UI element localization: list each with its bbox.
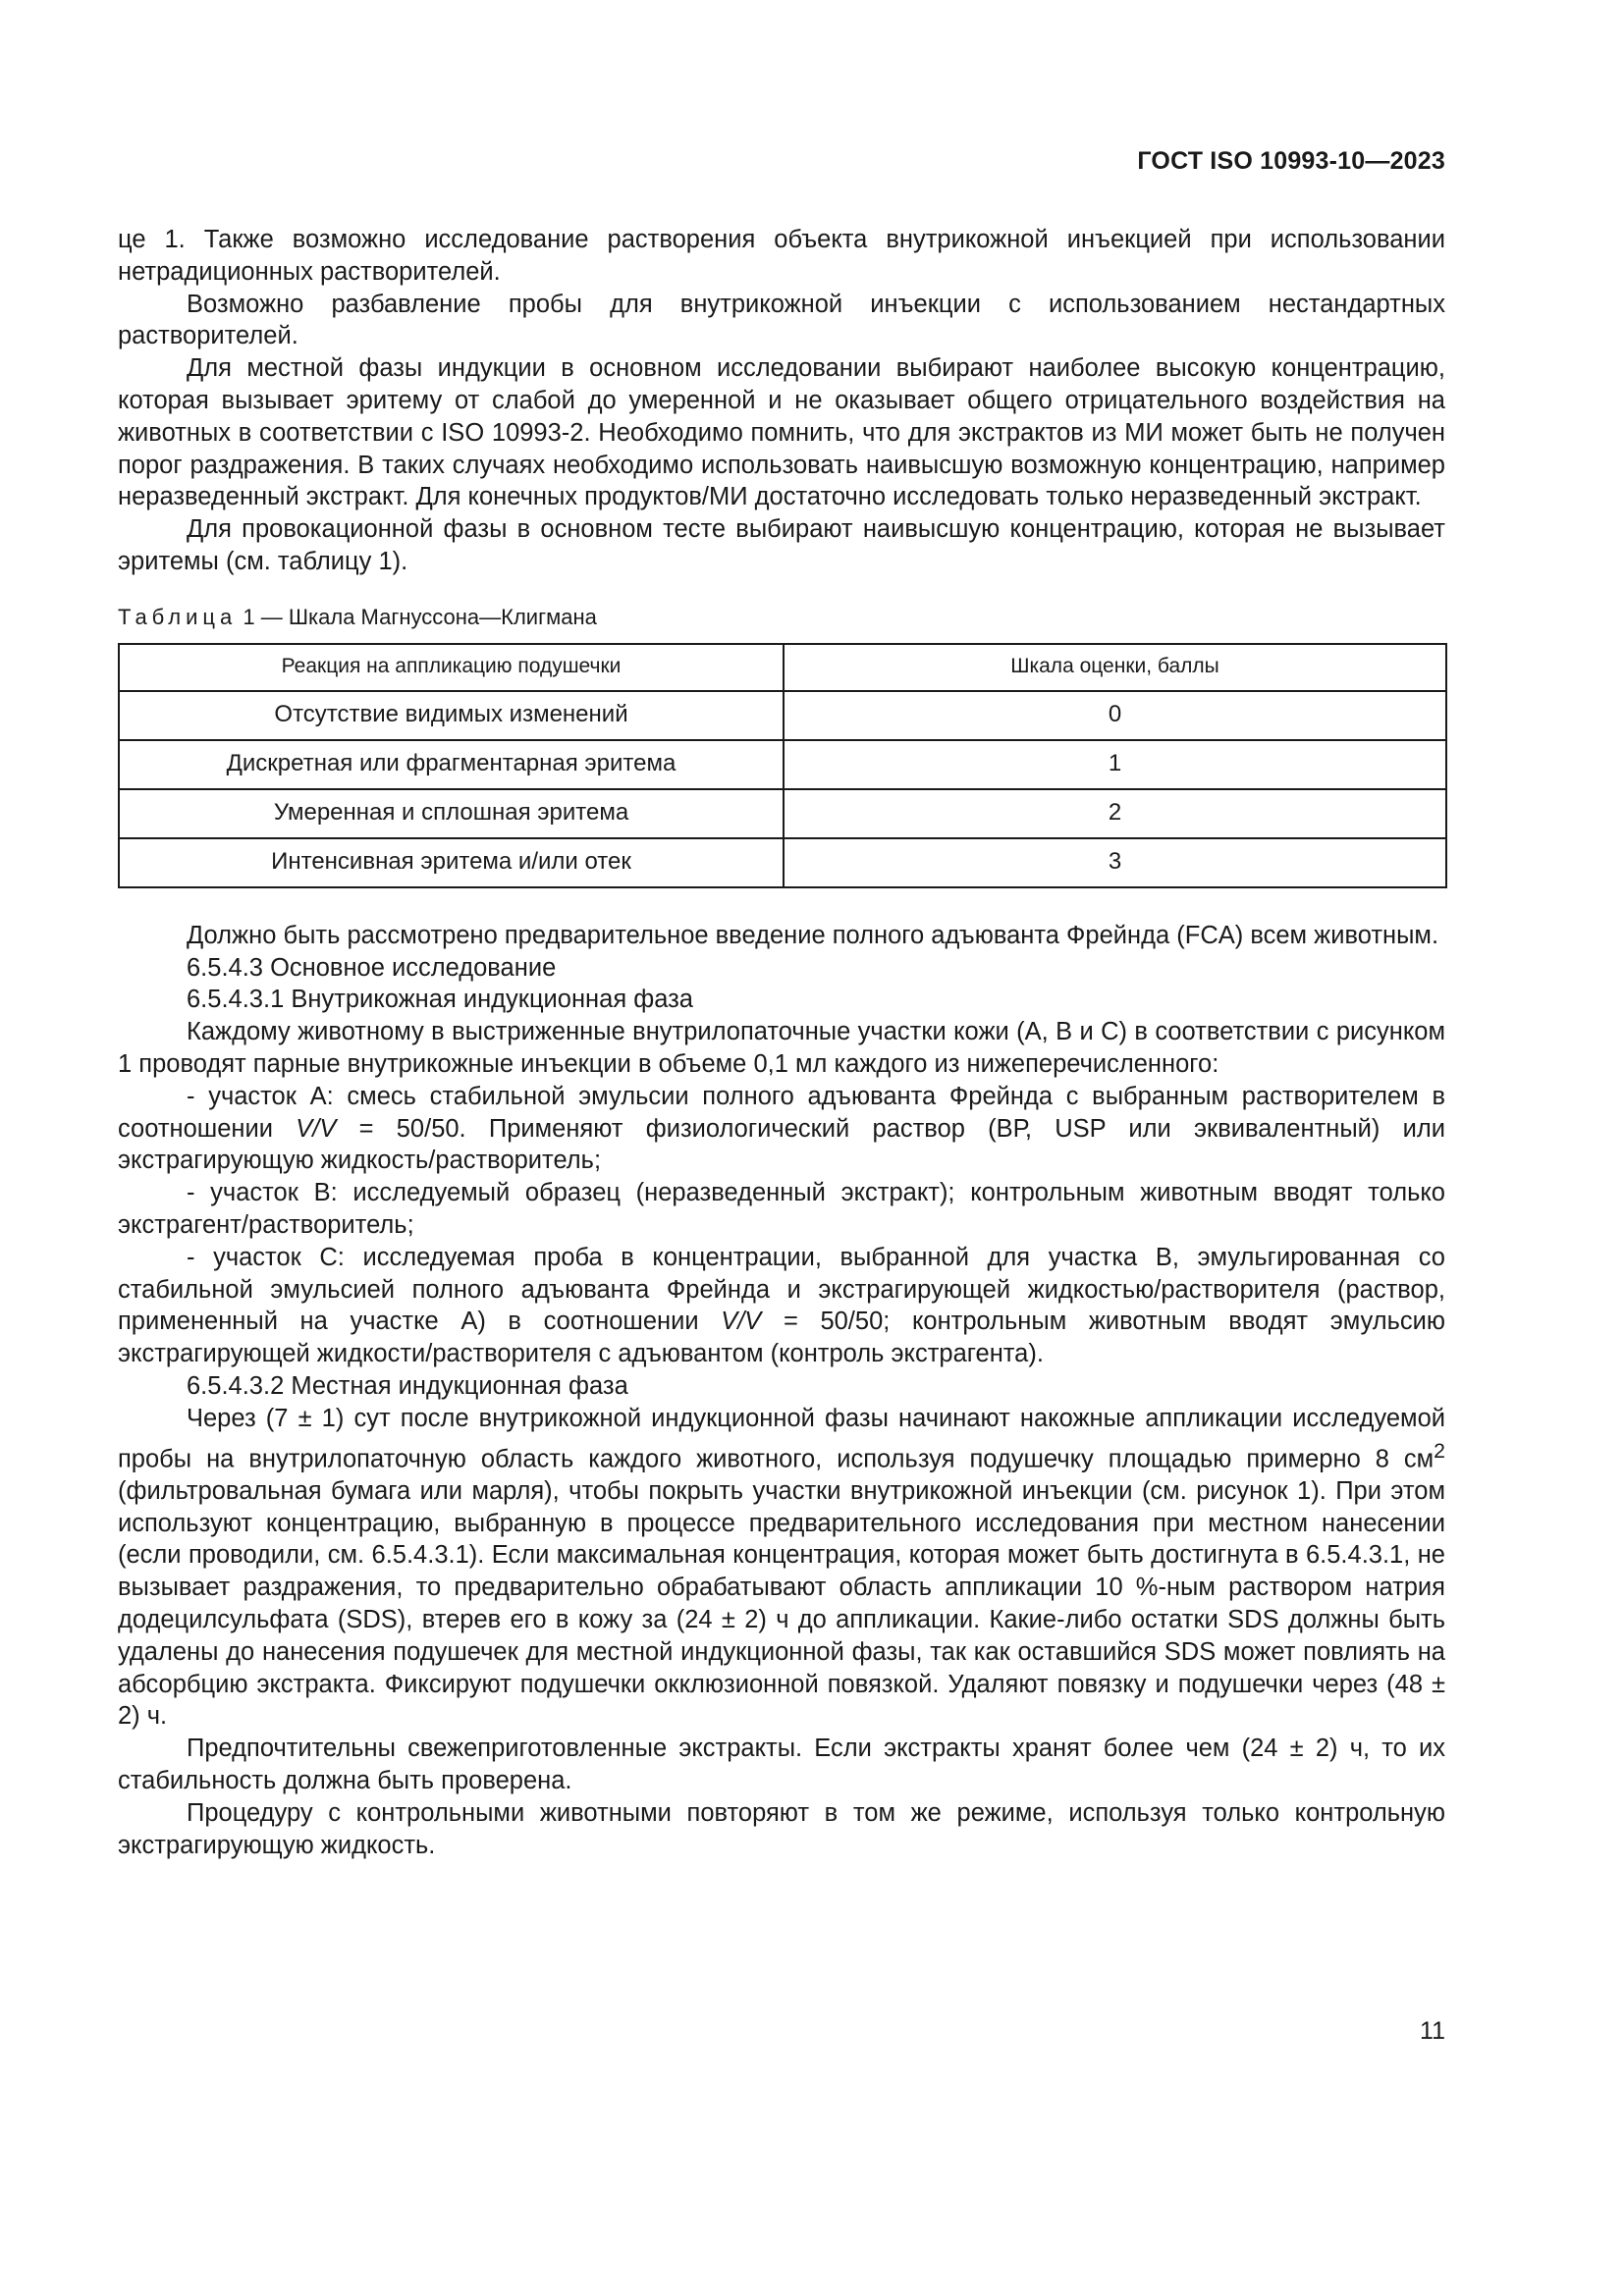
reaction-cell: Умеренная и сплошная эритема (119, 789, 784, 838)
score-cell: 2 (784, 789, 1446, 838)
list-item-text: - участок С: исследуемая проба в концентрации, выбранной для участка В, эмульгированная со стабильной эмульсией полного адъюванта Фрейнда и экстрагирующей жидкостью/растворителя (раствор, примененный на участке А) в соотношении (118, 1243, 1445, 1336)
column-header-reaction: Реакция на аппликацию подушечки (119, 644, 784, 691)
subsection-heading: 6.5.4.3.2 Местная индукционная фаза (187, 1371, 628, 1400)
paragraph: Каждому животному в выстриженные внутрилопаточные участки кожи (А, В и С) в соответствии с рисунком 1 проводят парные внутрикожные инъекции в объеме 0,1 мл каждого из нижеперечисленного: (118, 1018, 1445, 1078)
list-item-text: - участок А: смесь стабильной эмульсии полного адъюванта Фрейнда с выбранным растворителем в соотношении (118, 1082, 1445, 1143)
score-cell: 0 (784, 691, 1446, 740)
reaction-cell: Интенсивная эритема и/или отек (119, 838, 784, 887)
table-row (119, 789, 1446, 838)
ratio-notation: V/V (721, 1308, 762, 1336)
table-caption (118, 604, 1445, 631)
paragraph-text: (фильтровальная бумага или марля), чтобы покрыть участки внутрикожной инъекции (см. рисунок 1). При этом используют концентрацию, выбранную в процессе предварительного исследования при местном нанесении (если проводили, см. 6.5.4.3.1). Если максимальная концентрация, которая может быть достигнута в 6.5.4.3.1, не вызывает раздражения, то предварительно обрабатывают область аппликации 10 %-ным раствором натрия додецилсульфата (SDS), втерев его в кожу за (24 ± 2) ч до аппликации. Какие-либо остатки SDS должны быть удалены до нанесения подушечек для местной индукционной фазы, так как оставшийся SDS может повлиять на абсорбцию экстракта. Фиксируют подушечки окклюзионной повязкой. Удаляют повязку и подушечки через (48 ± 2) ч. (118, 1476, 1445, 1731)
list-item-text: = 50/50. Применяют физиологический раствор (ВР, USP или эквивалентный) или экстрагирующую жидкость/растворитель; (118, 1114, 1446, 1175)
paragraph: Для провокационной фазы в основном тесте выбирают наивысшую концентрацию, которая не вызывает эритемы (см. таблицу 1). (118, 515, 1445, 575)
ratio-notation: V/V (296, 1114, 337, 1143)
score-cell: 3 (784, 838, 1446, 887)
table-caption-label: Таблица (118, 604, 238, 629)
table-row (119, 740, 1446, 789)
list-item-text: = 50/50; контрольным животным вводят эмульсию экстрагирующей жидкости/растворителя с адъювантом (контроль экстрагента). (118, 1308, 1445, 1368)
paragraph: Для местной фазы индукции в основном исследовании выбирают наиболее высокую концентрацию, которая вызывает эритему от слабой до умеренной и не оказывает общего отрицательного воздействия на животных в соответствии с ISO 10993-2. Необходимо помнить, что для экстрактов из МИ может быть не получен порог раздражения. В таких случаях необходимо использовать наивысшую возможную концентрацию, например неразведенный экстракт. Для конечных продуктов/МИ достаточно исследовать только неразведенный экстракт. (118, 354, 1445, 511)
paragraph: Должно быть рассмотрено предварительное введение полного адъюванта Фрейнда (FCA) всем животным. (187, 921, 1439, 949)
document-body (118, 224, 1445, 1861)
page-number: 11 (1420, 2017, 1445, 2045)
paragraph: Процедуру с контрольными животными повторяют в том же режиме, используя только контрольную экстрагирующую жидкость. (118, 1798, 1445, 1859)
table-row (119, 838, 1446, 887)
score-cell: 1 (784, 740, 1446, 789)
column-header-score: Шкала оценки, баллы (784, 644, 1446, 691)
section-heading: 6.5.4.3 Основное исследование (187, 953, 557, 982)
table-caption-title: 1 — Шкала Магнуссона—Клигмана (243, 604, 597, 629)
table-header-row (119, 644, 1446, 691)
list-item-site-b: - участок В: исследуемый образец (неразведенный экстракт); контрольным животным вводят только экстрагент/растворитель; (118, 1179, 1445, 1239)
paragraph: Предпочтительны свежеприготовленные экстракты. Если экстракты хранят более чем (24 ± 2) ч, то их стабильность должна быть проверена. (118, 1735, 1445, 1794)
table-row (119, 691, 1446, 740)
reaction-cell: Отсутствие видимых изменений (119, 691, 784, 740)
magnusson-kligman-scale-table (118, 643, 1447, 888)
document-number-header: ГОСТ ISO 10993-10—2023 (1137, 147, 1445, 175)
list-item-site-c (118, 1242, 1445, 1370)
paragraph-text: Через (7 ± 1) сут после внутрикожной индукционной фазы начинают накожные аппликации исследуемой пробы на внутрилопаточную область каждого животного, используя подушечку площадью примерно 8 см (118, 1404, 1445, 1473)
subsection-heading: 6.5.4.3.1 Внутрикожная индукционная фаза (187, 986, 693, 1014)
list-item-site-a (118, 1081, 1445, 1177)
reaction-cell: Дискретная или фрагментарная эритема (119, 740, 784, 789)
paragraph (118, 1403, 1445, 1733)
superscript: 2 (1434, 1438, 1445, 1463)
paragraph-continuation: це 1. Также возможно исследование растворения объекта внутрикожной инъекцией при использовании нетрадиционных растворителей. (118, 226, 1445, 286)
paragraph: Возможно разбавление пробы для внутрикожной инъекции с использованием нестандартных растворителей. (118, 290, 1445, 350)
